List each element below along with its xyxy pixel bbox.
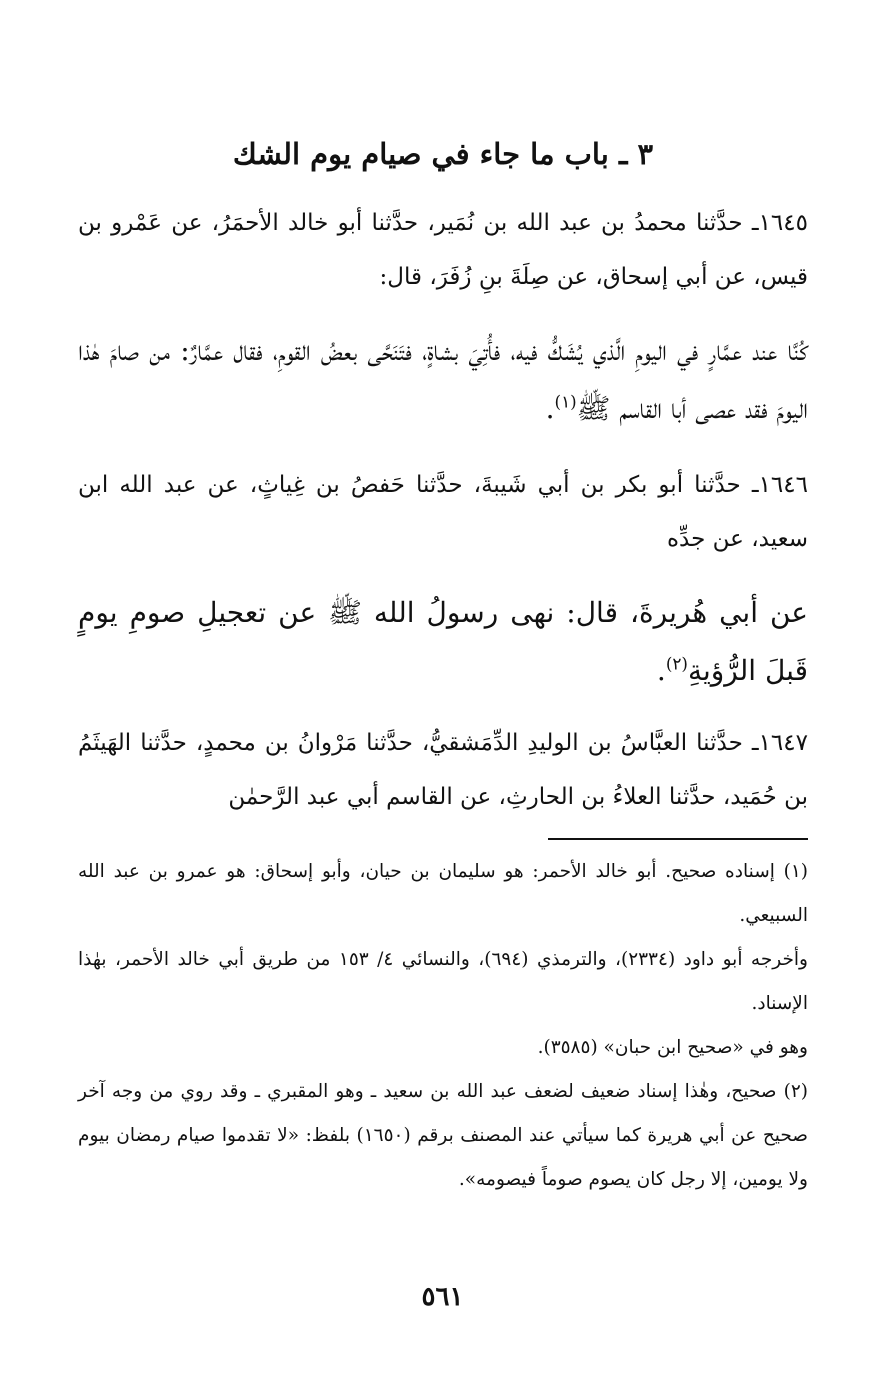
matn-end: . (656, 654, 666, 687)
hadith-matn (78, 322, 808, 438)
matn-text: عن أبي هُريرةَ، قال: نهى رسولُ الله ﷺ عن تعجيلِ صومِ يومٍ قَبلَ الرُّؤيةِ (78, 596, 808, 687)
hadith-isnad: ١٦٤٧ـ حدَّثنا العبَّاسُ بن الوليدِ الدِّمَشقيُّ، حدَّثنا مَرْوانُ بن محمدٍ، حدَّثنا الهَيثَمُ بن حُمَيد، حدَّثنا العلاءُ بن الحارثِ، عن القاسم أبي عبد الرَّحمٰن (78, 730, 808, 810)
matn-text: كُنَّا عند عمَّارٍ في اليومِ الَّذي يُشَكُّ فيه، فأُتِيَ بشاةٍ، فتَنَحَّى بعضُ القومِ، فقال عمَّارٌ: من صامَ هٰذا اليومَ فقد عصى أبا القاسم ﷺ (78, 334, 808, 425)
footnote-divider (548, 838, 808, 840)
footnote-ref: (١) (554, 391, 577, 412)
hadith-1646 (78, 458, 808, 700)
hadith-isnad: ١٦٤٥ـ حدَّثنا محمدُ بن عبد الله بن نُمَير، حدَّثنا أبو خالد الأحمَرُ، عن عَمْرو بن قيس، عن أبي إسحاق، عن صِلَةَ بنِ زُفَرَ، قال: (78, 210, 808, 290)
page-number: ٥٦١ (421, 1282, 464, 1312)
chapter-title: ٣ ـ باب ما جاء في صيام يوم الشك (232, 137, 654, 171)
footnotes (78, 850, 808, 1202)
matn-end: . (545, 392, 555, 425)
footnote-ref: (٢) (665, 653, 688, 674)
hadith-isnad: ١٦٤٦ـ حدَّثنا أبو بكر بن أبي شَيبةَ، حدَّثنا حَفصُ بن غِياثٍ، عن عبد الله ابن سعيد، عن جدِّه (78, 472, 808, 552)
hadith-1647 (78, 716, 808, 824)
page-content (78, 128, 808, 1202)
footnote: وأخرجه أبو داود (٢٣٣٤)، والترمذي (٦٩٤)، والنسائي ٤/ ١٥٣ من طريق أبي خالد الأحمر، بهٰذا الإسناد. (78, 949, 808, 1014)
footnote: (٢) صحيح، وهٰذا إسناد ضعيف لضعف عبد الله بن سعيد ـ وهو المقبري ـ وقد روي من وجه آخر صحيح عن أبي هريرة كما سيأتي عند المصنف برقم (١٦٥٠) بلفظ: «لا تقدموا صيام رمضان بيوم ولا يومين، إلا رجل كان يصوم صوماً فيصومه». (78, 1081, 809, 1190)
footnote: وهو في «صحيح ابن حبان» (٣٥٨٥). (537, 1037, 808, 1058)
hadith-matn (78, 584, 808, 700)
footnote: (١) إسناده صحيح. أبو خالد الأحمر: هو سليمان بن حيان، وأبو إسحاق: هو عمرو بن عبد الله السبيعي. (78, 861, 808, 926)
hadith-1645 (78, 196, 808, 438)
